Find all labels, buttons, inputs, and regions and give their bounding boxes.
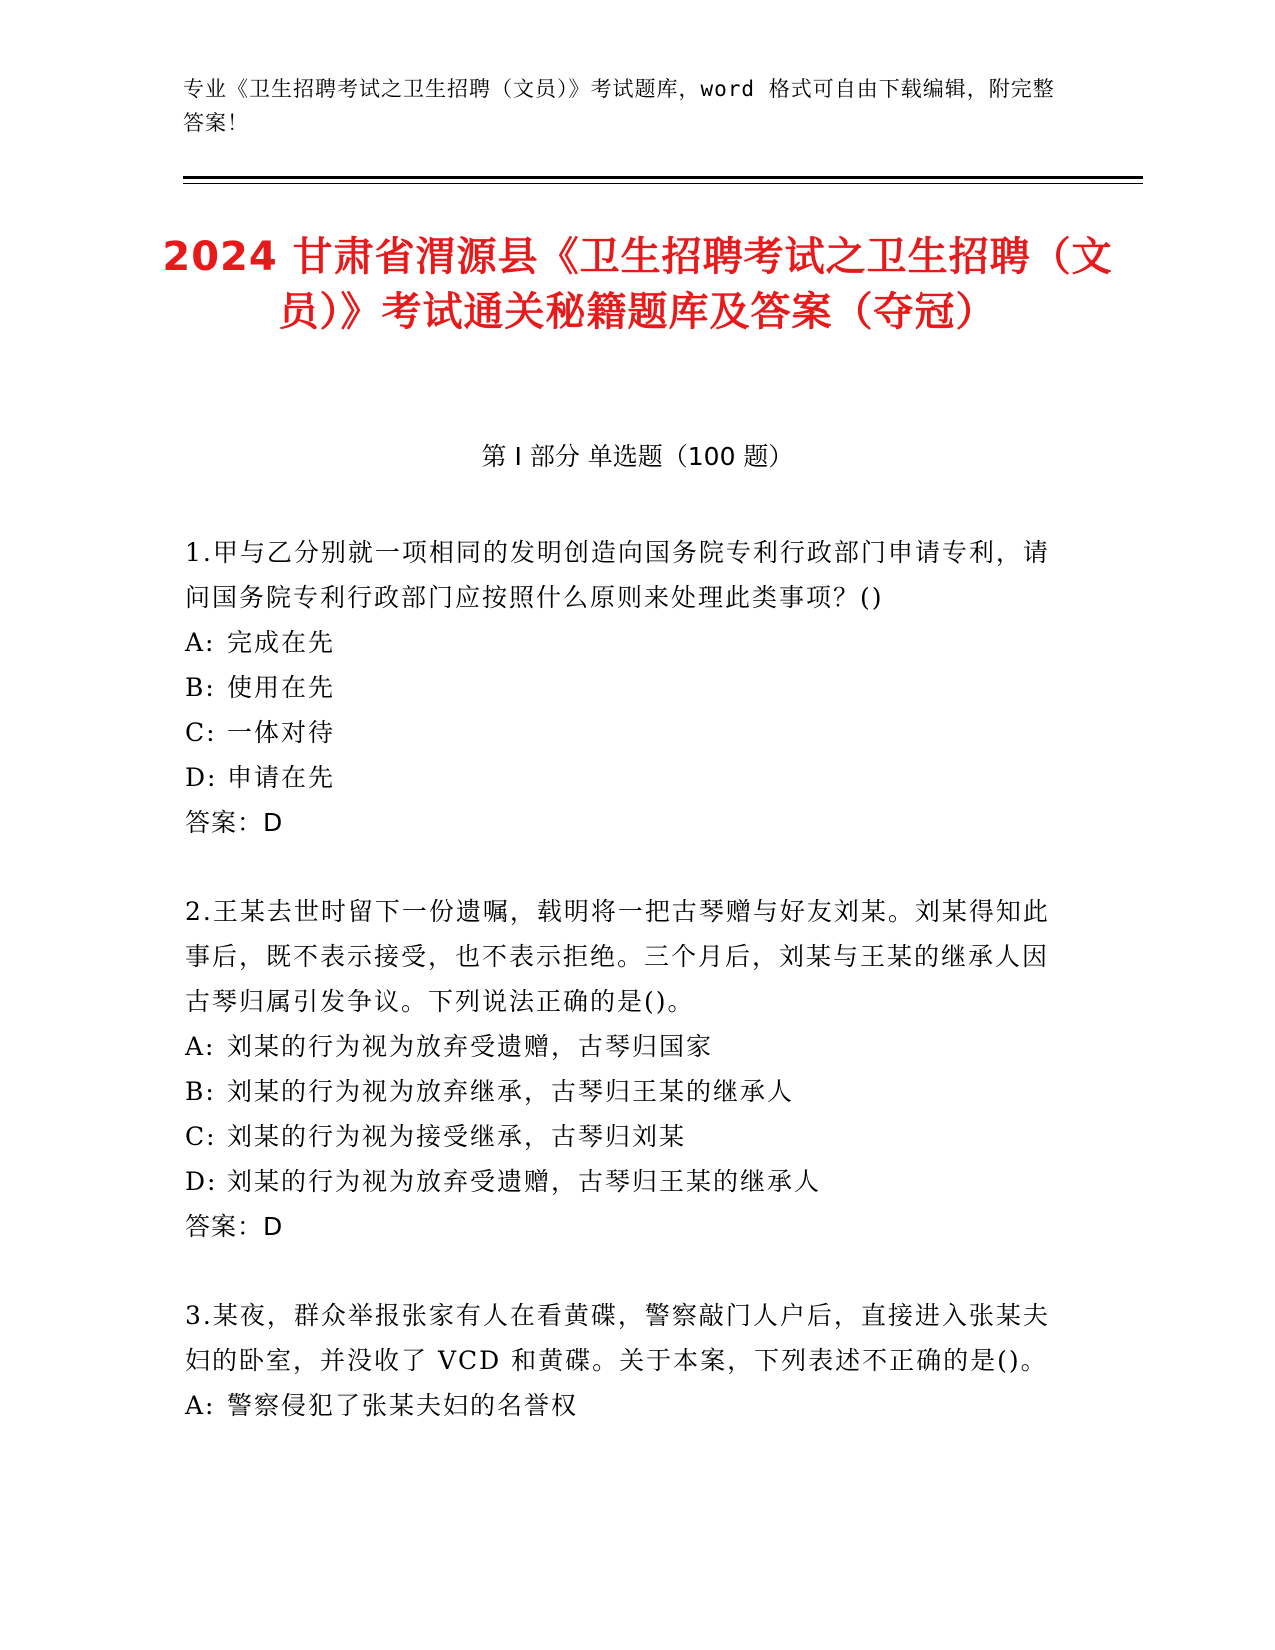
question-stem: 2.王某去世时留下一份遗嘱，载明将一把古琴赠与好友刘某。刘某得知此事后，既不表示接受，也不表示拒绝。三个月后，刘某与王某的继承人因古琴归属引发争议。下列说法正确的是()。 xyxy=(185,897,1050,1016)
option-letter: A: xyxy=(185,1391,216,1420)
option-text: 使用在先 xyxy=(227,673,336,702)
option-text: 刘某的行为视为放弃受遗赠，古琴归王某的继承人 xyxy=(227,1167,822,1196)
option-text: 刘某的行为视为放弃继承，古琴归王某的继承人 xyxy=(227,1077,795,1106)
document-title: 2024 甘肃省渭源县《卫生招聘考试之卫生招聘（文员）》考试通关秘籍题库及答案（夺冠） xyxy=(162,234,1113,335)
answer-value: D xyxy=(263,808,284,837)
question-2 xyxy=(185,889,1065,1249)
option-letter: A: xyxy=(185,1032,216,1061)
header-note: 专业《卫生招聘考试之卫生招聘（文员）》考试题库，word 格式可自由下载编辑，附完整答案！ xyxy=(183,77,1055,135)
option-c xyxy=(185,1114,1065,1159)
answer-line xyxy=(185,1204,1065,1249)
option-letter: C: xyxy=(185,718,217,747)
answer-label: 答案： xyxy=(185,1212,264,1241)
section-heading: 第 I 部分 单选题（100 题） xyxy=(481,442,794,471)
option-b xyxy=(185,1069,1065,1114)
option-text: 刘某的行为视为接受继承，古琴归刘某 xyxy=(227,1122,687,1151)
option-letter: B: xyxy=(185,1077,216,1106)
option-letter: D: xyxy=(185,1167,218,1196)
option-a xyxy=(185,1383,1065,1428)
option-d xyxy=(185,755,1065,800)
option-text: 完成在先 xyxy=(227,628,336,657)
option-b xyxy=(185,665,1065,710)
answer-line xyxy=(185,800,1065,845)
option-text: 刘某的行为视为放弃受遗赠，古琴归国家 xyxy=(227,1032,714,1061)
question-stem: 3.某夜，群众举报张家有人在看黄碟，警察敲门人户后，直接进入张某夫妇的卧室，并没收了 VCD 和黄碟。关于本案，下列表述不正确的是()。 xyxy=(185,1301,1050,1375)
option-letter: C: xyxy=(185,1122,217,1151)
answer-label: 答案： xyxy=(185,808,264,837)
header-rule-thick xyxy=(183,176,1143,179)
option-text: 申请在先 xyxy=(227,763,336,792)
answer-value: D xyxy=(263,1212,284,1241)
option-letter: D: xyxy=(185,763,218,792)
question-1 xyxy=(185,530,1065,845)
option-a xyxy=(185,1024,1065,1069)
question-list xyxy=(185,530,1065,1472)
option-text: 一体对待 xyxy=(227,718,336,747)
option-text: 警察侵犯了张某夫妇的名誉权 xyxy=(227,1391,579,1420)
option-c xyxy=(185,710,1065,755)
option-letter: B: xyxy=(185,673,216,702)
option-a xyxy=(185,620,1065,665)
question-stem: 1.甲与乙分别就一项相同的发明创造向国务院专利行政部门申请专利，请问国务院专利行政部门应按照什么原则来处理此类事项？() xyxy=(185,538,1050,612)
header-rule-thin xyxy=(183,183,1143,184)
option-letter: A: xyxy=(185,628,216,657)
question-3 xyxy=(185,1293,1065,1428)
option-d xyxy=(185,1159,1065,1204)
